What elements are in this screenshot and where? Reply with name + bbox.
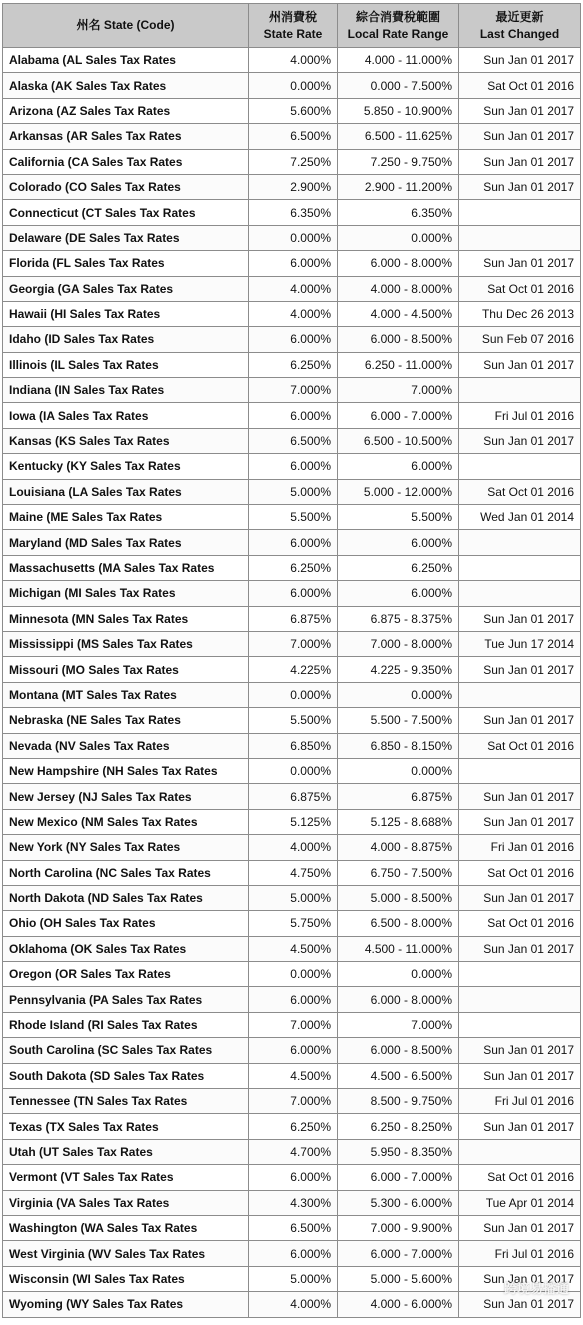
last-changed-cell: Sun Jan 01 2017 [459, 606, 581, 631]
table-row [3, 403, 581, 428]
local-range-cell: 6.250 - 8.250% [338, 1114, 459, 1139]
state-name-cell: Maryland (MD Sales Tax Rates [3, 530, 249, 555]
local-range-cell: 7.250 - 9.750% [338, 149, 459, 174]
header-last-changed-cn: 最近更新 [495, 9, 544, 24]
state-rate-cell: 6.000% [249, 454, 338, 479]
table-row [3, 1165, 581, 1190]
local-range-cell: 5.125 - 8.688% [338, 809, 459, 834]
local-range-cell: 5.500% [338, 505, 459, 530]
last-changed-cell: Sun Jan 01 2017 [459, 1266, 581, 1291]
local-range-cell: 6.350% [338, 200, 459, 225]
last-changed-cell: Sun Jan 01 2017 [459, 1215, 581, 1240]
state-name-cell: Tennessee (TN Sales Tax Rates [3, 1089, 249, 1114]
last-changed-cell: Fri Jul 01 2016 [459, 1241, 581, 1266]
local-range-cell: 6.500 - 10.500% [338, 428, 459, 453]
state-name-cell: Alabama (AL Sales Tax Rates [3, 48, 249, 73]
last-changed-cell [459, 378, 581, 403]
table-row [3, 98, 581, 123]
state-rate-cell: 4.500% [249, 936, 338, 961]
local-range-cell: 2.900 - 11.200% [338, 174, 459, 199]
state-name-cell: California (CA Sales Tax Rates [3, 149, 249, 174]
table-row [3, 733, 581, 758]
state-rate-cell: 7.000% [249, 1012, 338, 1037]
local-range-cell: 4.000 - 8.000% [338, 276, 459, 301]
table-row [3, 48, 581, 73]
header-last-changed-en: Last Changed [479, 26, 560, 41]
table-row [3, 251, 581, 276]
last-changed-cell [459, 530, 581, 555]
last-changed-cell: Sun Jan 01 2017 [459, 98, 581, 123]
local-range-cell: 6.875 - 8.375% [338, 606, 459, 631]
table-row [3, 1241, 581, 1266]
last-changed-cell: Sun Jan 01 2017 [459, 352, 581, 377]
local-range-cell: 5.000 - 5.600% [338, 1266, 459, 1291]
state-rate-cell: 5.000% [249, 885, 338, 910]
last-changed-cell: Sun Jan 01 2017 [459, 708, 581, 733]
state-name-cell: Kansas (KS Sales Tax Rates [3, 428, 249, 453]
last-changed-cell: Sun Jan 01 2017 [459, 1114, 581, 1139]
local-range-cell: 5.950 - 8.350% [338, 1139, 459, 1164]
table-row [3, 200, 581, 225]
local-range-cell: 5.000 - 8.500% [338, 885, 459, 910]
header-last-changed [459, 4, 581, 48]
table-row [3, 987, 581, 1012]
table-row [3, 327, 581, 352]
last-changed-cell [459, 758, 581, 783]
local-range-cell: 0.000% [338, 682, 459, 707]
state-name-cell: Arizona (AZ Sales Tax Rates [3, 98, 249, 123]
state-name-cell: Mississippi (MS Sales Tax Rates [3, 631, 249, 656]
last-changed-cell: Sun Jan 01 2017 [459, 885, 581, 910]
header-local-range-cn: 綜合消費稅範圍 [355, 9, 440, 24]
state-name-cell: Delaware (DE Sales Tax Rates [3, 225, 249, 250]
last-changed-cell: Tue Apr 01 2014 [459, 1190, 581, 1215]
state-rate-cell: 4.000% [249, 835, 338, 860]
table-row [3, 1114, 581, 1139]
local-range-cell: 6.000 - 8.500% [338, 1038, 459, 1063]
table-row [3, 835, 581, 860]
table-row [3, 428, 581, 453]
state-name-cell: Michigan (MI Sales Tax Rates [3, 581, 249, 606]
state-name-cell: Wyoming (WY Sales Tax Rates [3, 1292, 249, 1317]
state-name-cell: Washington (WA Sales Tax Rates [3, 1215, 249, 1240]
state-rate-cell: 5.500% [249, 708, 338, 733]
local-range-cell: 6.000% [338, 454, 459, 479]
table-row [3, 631, 581, 656]
state-rate-cell: 5.000% [249, 479, 338, 504]
state-name-cell: Rhode Island (RI Sales Tax Rates [3, 1012, 249, 1037]
state-name-cell: Maine (ME Sales Tax Rates [3, 505, 249, 530]
table-row [3, 860, 581, 885]
state-rate-cell: 6.000% [249, 1241, 338, 1266]
last-changed-cell [459, 581, 581, 606]
local-range-cell: 6.000% [338, 530, 459, 555]
state-name-cell: Montana (MT Sales Tax Rates [3, 682, 249, 707]
state-rate-cell: 6.250% [249, 555, 338, 580]
table-row [3, 1012, 581, 1037]
header-state-rate [249, 4, 338, 48]
state-name-cell: Alaska (AK Sales Tax Rates [3, 73, 249, 98]
state-name-cell: Oregon (OR Sales Tax Rates [3, 962, 249, 987]
last-changed-cell [459, 682, 581, 707]
table-row [3, 1063, 581, 1088]
table-row [3, 758, 581, 783]
state-rate-cell: 0.000% [249, 682, 338, 707]
table-row [3, 378, 581, 403]
state-name-cell: Ohio (OH Sales Tax Rates [3, 911, 249, 936]
last-changed-cell: Sun Jan 01 2017 [459, 784, 581, 809]
last-changed-cell [459, 200, 581, 225]
state-name-cell: Idaho (ID Sales Tax Rates [3, 327, 249, 352]
state-name-cell: Massachusetts (MA Sales Tax Rates [3, 555, 249, 580]
state-rate-cell: 6.000% [249, 530, 338, 555]
state-name-cell: Hawaii (HI Sales Tax Rates [3, 301, 249, 326]
state-name-cell: Florida (FL Sales Tax Rates [3, 251, 249, 276]
table-row [3, 555, 581, 580]
last-changed-cell: Sun Jan 01 2017 [459, 1292, 581, 1317]
state-rate-cell: 5.500% [249, 505, 338, 530]
table-row [3, 1215, 581, 1240]
state-rate-cell: 6.000% [249, 403, 338, 428]
local-range-cell: 5.500 - 7.500% [338, 708, 459, 733]
state-rate-cell: 7.000% [249, 1089, 338, 1114]
state-name-cell: Iowa (IA Sales Tax Rates [3, 403, 249, 428]
state-name-cell: Virginia (VA Sales Tax Rates [3, 1190, 249, 1215]
table-row [3, 911, 581, 936]
table-row [3, 682, 581, 707]
local-range-cell: 6.850 - 8.150% [338, 733, 459, 758]
state-rate-cell: 6.875% [249, 784, 338, 809]
local-range-cell: 7.000% [338, 1012, 459, 1037]
last-changed-cell: Sun Jan 01 2017 [459, 124, 581, 149]
state-name-cell: Louisiana (LA Sales Tax Rates [3, 479, 249, 504]
table-row [3, 1266, 581, 1291]
state-rate-cell: 4.700% [249, 1139, 338, 1164]
state-rate-cell: 5.000% [249, 1266, 338, 1291]
table-row [3, 73, 581, 98]
table-row [3, 809, 581, 834]
local-range-cell: 6.000 - 7.000% [338, 403, 459, 428]
state-rate-cell: 4.000% [249, 301, 338, 326]
watermark: 跨境易播通 [503, 1282, 569, 1297]
table-row [3, 1190, 581, 1215]
last-changed-cell: Sun Jan 01 2017 [459, 657, 581, 682]
state-name-cell: Indiana (IN Sales Tax Rates [3, 378, 249, 403]
table-row [3, 124, 581, 149]
local-range-cell: 4.000 - 6.000% [338, 1292, 459, 1317]
last-changed-cell: Tue Jun 17 2014 [459, 631, 581, 656]
header-local-range-en: Local Rate Range [347, 26, 449, 41]
state-name-cell: West Virginia (WV Sales Tax Rates [3, 1241, 249, 1266]
header-state-label: 州名 State (Code) [76, 18, 175, 32]
local-range-cell: 6.000 - 7.000% [338, 1241, 459, 1266]
local-range-cell: 6.250 - 11.000% [338, 352, 459, 377]
last-changed-cell: Thu Dec 26 2013 [459, 301, 581, 326]
local-range-cell: 6.250% [338, 555, 459, 580]
state-name-cell: South Carolina (SC Sales Tax Rates [3, 1038, 249, 1063]
state-rate-cell: 6.500% [249, 428, 338, 453]
last-changed-cell [459, 1139, 581, 1164]
table-row [3, 530, 581, 555]
state-rate-cell: 0.000% [249, 962, 338, 987]
local-range-cell: 4.000 - 4.500% [338, 301, 459, 326]
state-rate-cell: 7.000% [249, 631, 338, 656]
last-changed-cell: Fri Jul 01 2016 [459, 403, 581, 428]
local-range-cell: 4.000 - 8.875% [338, 835, 459, 860]
state-rate-cell: 5.125% [249, 809, 338, 834]
state-rate-cell: 4.750% [249, 860, 338, 885]
state-name-cell: New York (NY Sales Tax Rates [3, 835, 249, 860]
last-changed-cell [459, 987, 581, 1012]
state-rate-cell: 4.500% [249, 1063, 338, 1088]
state-rate-cell: 4.000% [249, 48, 338, 73]
table-row [3, 1089, 581, 1114]
header-state [3, 4, 249, 48]
header-row [3, 4, 581, 48]
state-rate-cell: 6.250% [249, 352, 338, 377]
last-changed-cell: Sun Jan 01 2017 [459, 936, 581, 961]
local-range-cell: 0.000 - 7.500% [338, 73, 459, 98]
local-range-cell: 0.000% [338, 962, 459, 987]
last-changed-cell: Wed Jan 01 2014 [459, 505, 581, 530]
local-range-cell: 5.000 - 12.000% [338, 479, 459, 504]
local-range-cell: 4.500 - 11.000% [338, 936, 459, 961]
last-changed-cell [459, 225, 581, 250]
state-rate-cell: 6.000% [249, 327, 338, 352]
local-range-cell: 6.750 - 7.500% [338, 860, 459, 885]
state-rate-cell: 6.500% [249, 1215, 338, 1240]
last-changed-cell: Fri Jul 01 2016 [459, 1089, 581, 1114]
table-row [3, 174, 581, 199]
state-rate-cell: 4.000% [249, 276, 338, 301]
last-changed-cell [459, 1012, 581, 1037]
local-range-cell: 4.225 - 9.350% [338, 657, 459, 682]
local-range-cell: 6.000 - 7.000% [338, 1165, 459, 1190]
local-range-cell: 0.000% [338, 758, 459, 783]
local-range-cell: 6.500 - 8.000% [338, 911, 459, 936]
last-changed-cell [459, 555, 581, 580]
local-range-cell: 6.000 - 8.500% [338, 327, 459, 352]
state-rate-cell: 6.250% [249, 1114, 338, 1139]
last-changed-cell: Sun Jan 01 2017 [459, 809, 581, 834]
table-row [3, 1139, 581, 1164]
local-range-cell: 6.000 - 8.000% [338, 251, 459, 276]
state-name-cell: North Carolina (NC Sales Tax Rates [3, 860, 249, 885]
state-name-cell: Kentucky (KY Sales Tax Rates [3, 454, 249, 479]
state-name-cell: Colorado (CO Sales Tax Rates [3, 174, 249, 199]
state-name-cell: New Jersey (NJ Sales Tax Rates [3, 784, 249, 809]
last-changed-cell: Sat Oct 01 2016 [459, 911, 581, 936]
state-name-cell: Texas (TX Sales Tax Rates [3, 1114, 249, 1139]
state-rate-cell: 0.000% [249, 225, 338, 250]
last-changed-cell: Sun Jan 01 2017 [459, 1063, 581, 1088]
table-row [3, 784, 581, 809]
sales-tax-table [2, 3, 581, 1318]
state-name-cell: Arkansas (AR Sales Tax Rates [3, 124, 249, 149]
last-changed-cell: Fri Jan 01 2016 [459, 835, 581, 860]
local-range-cell: 4.500 - 6.500% [338, 1063, 459, 1088]
state-rate-cell: 6.000% [249, 987, 338, 1012]
local-range-cell: 7.000 - 8.000% [338, 631, 459, 656]
table-header [3, 4, 581, 48]
last-changed-cell: Sun Jan 01 2017 [459, 174, 581, 199]
local-range-cell: 6.000 - 8.000% [338, 987, 459, 1012]
table-row [3, 505, 581, 530]
table-row [3, 225, 581, 250]
state-name-cell: South Dakota (SD Sales Tax Rates [3, 1063, 249, 1088]
table-row [3, 581, 581, 606]
state-name-cell: Vermont (VT Sales Tax Rates [3, 1165, 249, 1190]
table-row [3, 301, 581, 326]
state-rate-cell: 6.000% [249, 581, 338, 606]
table-row [3, 962, 581, 987]
local-range-cell: 6.500 - 11.625% [338, 124, 459, 149]
last-changed-cell: Sun Jan 01 2017 [459, 251, 581, 276]
last-changed-cell: Sat Oct 01 2016 [459, 276, 581, 301]
state-rate-cell: 7.250% [249, 149, 338, 174]
table-row [3, 149, 581, 174]
state-rate-cell: 6.000% [249, 1165, 338, 1190]
last-changed-cell: Sun Feb 07 2016 [459, 327, 581, 352]
table-row [3, 1038, 581, 1063]
local-range-cell: 0.000% [338, 225, 459, 250]
last-changed-cell: Sat Oct 01 2016 [459, 733, 581, 758]
table-row [3, 657, 581, 682]
last-changed-cell: Sun Jan 01 2017 [459, 1038, 581, 1063]
last-changed-cell: Sat Oct 01 2016 [459, 860, 581, 885]
state-name-cell: New Hampshire (NH Sales Tax Rates [3, 758, 249, 783]
state-rate-cell: 6.500% [249, 124, 338, 149]
state-name-cell: Minnesota (MN Sales Tax Rates [3, 606, 249, 631]
table-row [3, 606, 581, 631]
last-changed-cell: Sun Jan 01 2017 [459, 428, 581, 453]
state-rate-cell: 4.225% [249, 657, 338, 682]
state-name-cell: Wisconsin (WI Sales Tax Rates [3, 1266, 249, 1291]
state-rate-cell: 6.875% [249, 606, 338, 631]
state-rate-cell: 5.750% [249, 911, 338, 936]
state-name-cell: New Mexico (NM Sales Tax Rates [3, 809, 249, 834]
state-rate-cell: 6.350% [249, 200, 338, 225]
local-range-cell: 6.875% [338, 784, 459, 809]
table-body [3, 48, 581, 1318]
local-range-cell: 5.300 - 6.000% [338, 1190, 459, 1215]
table-row [3, 479, 581, 504]
local-range-cell: 6.000% [338, 581, 459, 606]
state-name-cell: Oklahoma (OK Sales Tax Rates [3, 936, 249, 961]
table-row [3, 708, 581, 733]
last-changed-cell [459, 454, 581, 479]
table-row [3, 352, 581, 377]
state-name-cell: Utah (UT Sales Tax Rates [3, 1139, 249, 1164]
state-rate-cell: 7.000% [249, 378, 338, 403]
state-rate-cell: 4.000% [249, 1292, 338, 1317]
state-name-cell: Missouri (MO Sales Tax Rates [3, 657, 249, 682]
state-name-cell: Georgia (GA Sales Tax Rates [3, 276, 249, 301]
last-changed-cell: Sat Oct 01 2016 [459, 73, 581, 98]
state-rate-cell: 5.600% [249, 98, 338, 123]
table-row [3, 276, 581, 301]
local-range-cell: 5.850 - 10.900% [338, 98, 459, 123]
last-changed-cell: Sun Jan 01 2017 [459, 149, 581, 174]
state-name-cell: Connecticut (CT Sales Tax Rates [3, 200, 249, 225]
local-range-cell: 7.000 - 9.900% [338, 1215, 459, 1240]
state-name-cell: Nevada (NV Sales Tax Rates [3, 733, 249, 758]
table-row [3, 936, 581, 961]
state-rate-cell: 4.300% [249, 1190, 338, 1215]
state-name-cell: Illinois (IL Sales Tax Rates [3, 352, 249, 377]
state-rate-cell: 6.000% [249, 1038, 338, 1063]
state-rate-cell: 0.000% [249, 758, 338, 783]
state-name-cell: North Dakota (ND Sales Tax Rates [3, 885, 249, 910]
state-rate-cell: 0.000% [249, 73, 338, 98]
last-changed-cell [459, 962, 581, 987]
last-changed-cell: Sat Oct 01 2016 [459, 479, 581, 504]
state-name-cell: Pennsylvania (PA Sales Tax Rates [3, 987, 249, 1012]
table-row [3, 454, 581, 479]
last-changed-cell: Sat Oct 01 2016 [459, 1165, 581, 1190]
header-local-range [338, 4, 459, 48]
local-range-cell: 4.000 - 11.000% [338, 48, 459, 73]
table-row [3, 885, 581, 910]
local-range-cell: 8.500 - 9.750% [338, 1089, 459, 1114]
table-row [3, 1292, 581, 1317]
state-rate-cell: 6.850% [249, 733, 338, 758]
header-state-rate-cn: 州消費稅 [268, 9, 317, 24]
state-rate-cell: 2.900% [249, 174, 338, 199]
state-name-cell: Nebraska (NE Sales Tax Rates [3, 708, 249, 733]
header-state-rate-en: State Rate [263, 26, 323, 41]
local-range-cell: 7.000% [338, 378, 459, 403]
last-changed-cell: Sun Jan 01 2017 [459, 48, 581, 73]
state-rate-cell: 6.000% [249, 251, 338, 276]
